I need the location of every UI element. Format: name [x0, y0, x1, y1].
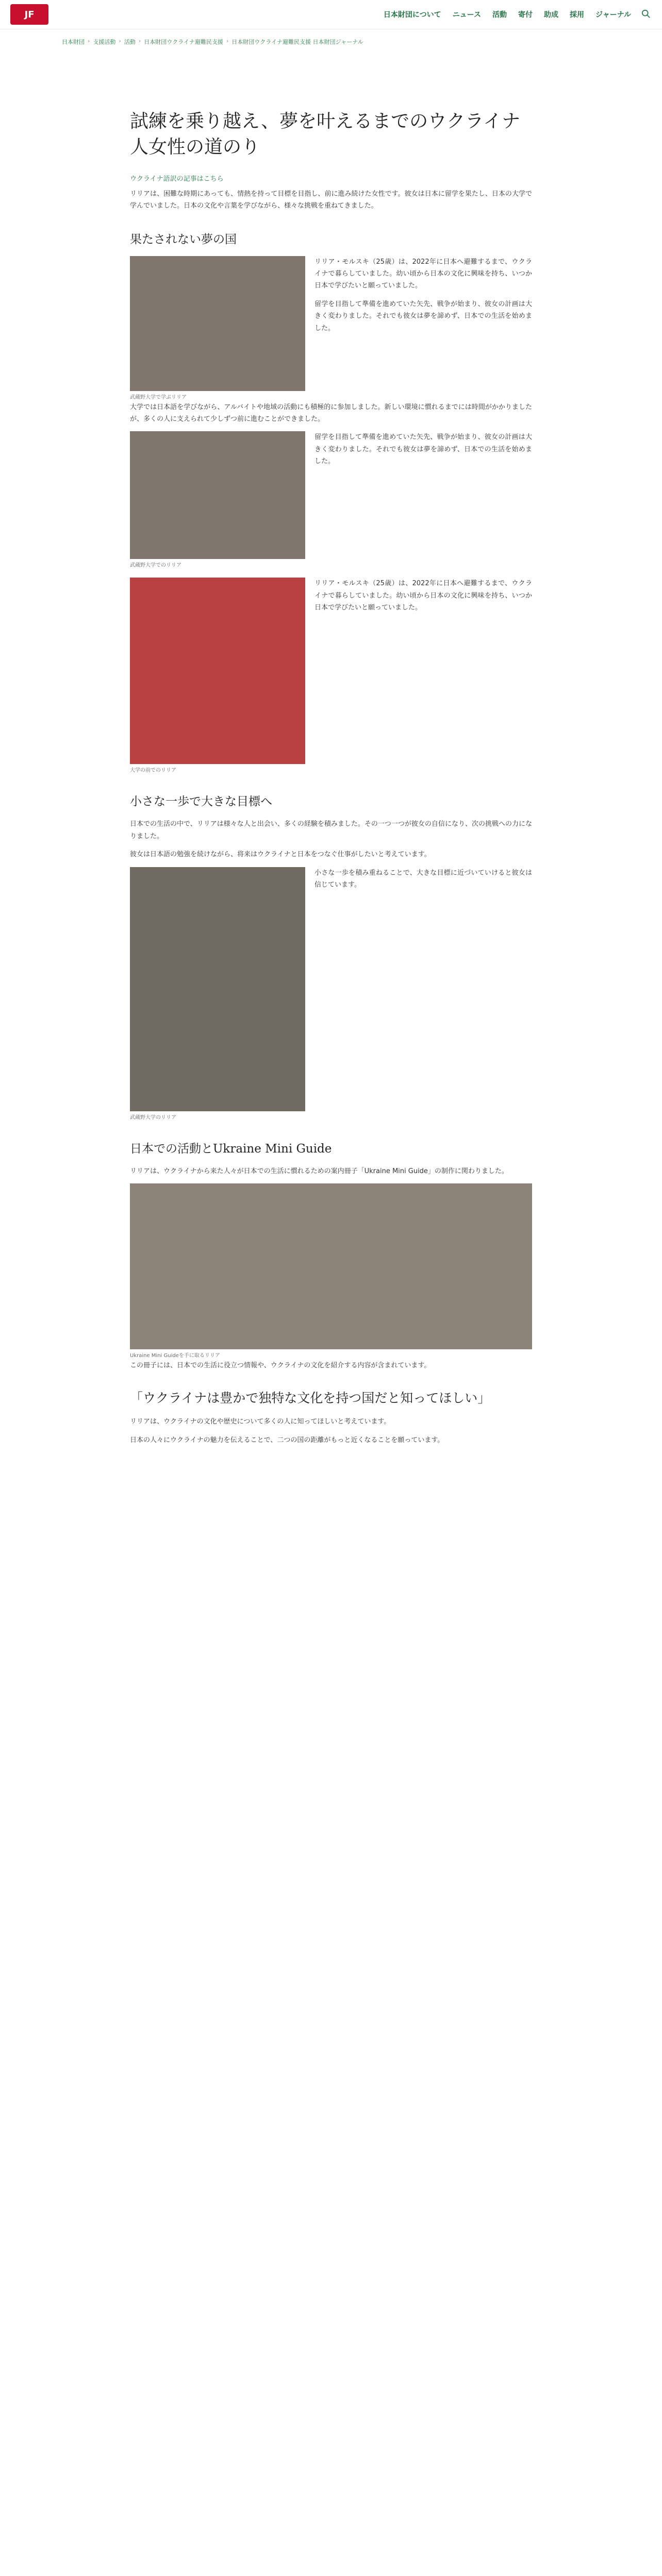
- nav-item[interactable]: ニュース: [452, 11, 481, 19]
- article-paragraph: 小さな一歩を積み重ねることで、大きな目標に近づいていけると彼女は信じています。: [315, 869, 532, 889]
- section-2-photo: [130, 867, 532, 1122]
- section-title: 小さな一歩で大きな目標へ: [130, 795, 272, 809]
- nav-item[interactable]: 寄付: [518, 11, 533, 19]
- page-title: 試練を乗り越え、夢を叶えるまでのウクライナ人女性の道のり: [130, 111, 521, 158]
- section-1-photo-2: [130, 431, 532, 569]
- section-title: 果たされない夢の国: [130, 232, 237, 246]
- article-content: [130, 46, 532, 1446]
- translation-link[interactable]: ウクライナ語訳の記事はこちら: [130, 175, 224, 183]
- article-paragraph: 日本の人々にウクライナの魅力を伝えることで、二つの国の距離がもっと近くなることを願っています。: [130, 1436, 444, 1444]
- breadcrumb: 日本財団 › 支援活動 › 活動 › 日本財団ウクライナ避難民支援 › 日本財団ウクライナ避難民支援 日本財団ジャーナル: [62, 38, 363, 45]
- section-title: 日本での活動とUkraine Mini Guide: [130, 1142, 332, 1156]
- article-photo: [130, 578, 305, 764]
- section-title: 「ウクライナは豊かで独特な文化を持つ国だと知ってほしい」: [130, 1391, 491, 1406]
- photo-caption: 武蔵野大学のリリア: [130, 1114, 176, 1121]
- section-1: [130, 256, 532, 401]
- portrait-photo: [130, 256, 305, 401]
- article-paragraph: 彼女は日本語の勉強を続けながら、将来はウクライナと日本をつなぐ仕事がしたいと考えています。: [130, 851, 431, 859]
- photo-caption: Ukraine Mini Guideを手に取るリリア: [130, 1352, 220, 1359]
- breadcrumb-item[interactable]: 支援活動: [93, 39, 116, 45]
- nav-item[interactable]: 活動: [492, 11, 507, 19]
- intro-paragraph: リリアは、困難な時期にあっても、情熱を持って目標を目指し、前に進み続けた女性です。彼女は日本に留学を果たし、日本の大学で学んでいました。日本の文化や言葉を学びながら、様々な挑戦を重ねてきました。: [130, 190, 532, 210]
- photo-caption: 武蔵野大学でのリリア: [130, 563, 181, 569]
- site-logo[interactable]: JF: [10, 4, 48, 25]
- breadcrumb-item[interactable]: 日本財団: [62, 39, 85, 45]
- article-paragraph: リリア・モルスキ（25歳）は、2022年に日本へ避難するまで、ウクライナで暮らしていました。幼い頃から日本の文化に興味を持ち、いつか日本で学びたいと願っていました。: [315, 258, 532, 290]
- article-photo: [130, 1183, 532, 1349]
- article-photo: [130, 256, 305, 391]
- nav-item[interactable]: ジャーナル: [595, 11, 631, 19]
- article-paragraph: 留学を目指して準備を進めていた矢先、戦争が始まり、彼女の計画は大きく変わりました。それでも彼女は夢を諦めず、日本での生活を始めました。: [315, 300, 532, 332]
- breadcrumb-item[interactable]: 活動: [124, 39, 136, 45]
- article-paragraph: 日本での生活の中で、リリアは様々な人と出会い、多くの経験を積みました。その一つ一つが彼女の自信になり、次の挑戦への力になりました。: [130, 820, 532, 840]
- section-1-photo-3: [130, 578, 532, 774]
- photo-caption: 武蔵野大学で学ぶリリア: [130, 394, 187, 400]
- article-paragraph: リリアは、ウクライナから来た人々が日本での生活に慣れるための案内冊子「Ukraine Mini Guide」の制作に関わりました。: [130, 1167, 508, 1175]
- article-paragraph: 大学では日本語を学びながら、アルバイトや地域の活動にも積極的に参加しました。新しい環境に慣れるまでには時間がかかりましたが、多くの人に支えられて少しずつ前に進むことができました。: [130, 403, 532, 423]
- nav-item[interactable]: 日本財団について: [383, 11, 441, 19]
- breadcrumb-item[interactable]: 日本財団ウクライナ避難民支援: [144, 39, 223, 45]
- article-paragraph: リリアは、ウクライナの文化や歴史について多くの人に知ってほしいと考えています。: [130, 1418, 391, 1426]
- nav-item[interactable]: 助成: [543, 11, 558, 19]
- article-paragraph: リリア・モルスキ（25歳）は、2022年に日本へ避難するまで、ウクライナで暮らしていました。幼い頃から日本の文化に興味を持ち、いつか日本で学びたいと願っていました。: [315, 580, 532, 612]
- breadcrumb-item[interactable]: 日本財団ウクライナ避難民支援 日本財団ジャーナル: [231, 39, 363, 45]
- main-nav: [384, 9, 631, 20]
- article-paragraph: この冊子には、日本での生活に役立つ情報や、ウクライナの文化を紹介する内容が含まれています。: [130, 1361, 431, 1369]
- nav-item[interactable]: 採用: [569, 11, 584, 19]
- article-photo: [130, 867, 305, 1111]
- photo-caption: 大学の前でのリリア: [130, 768, 176, 774]
- site-header: [0, 0, 662, 29]
- article-photo: [130, 431, 305, 559]
- search-icon[interactable]: [641, 9, 651, 19]
- article-paragraph: 留学を目指して準備を進めていた矢先、戦争が始まり、彼女の計画は大きく変わりました。それでも彼女は夢を諦めず、日本での生活を始めました。: [315, 433, 532, 466]
